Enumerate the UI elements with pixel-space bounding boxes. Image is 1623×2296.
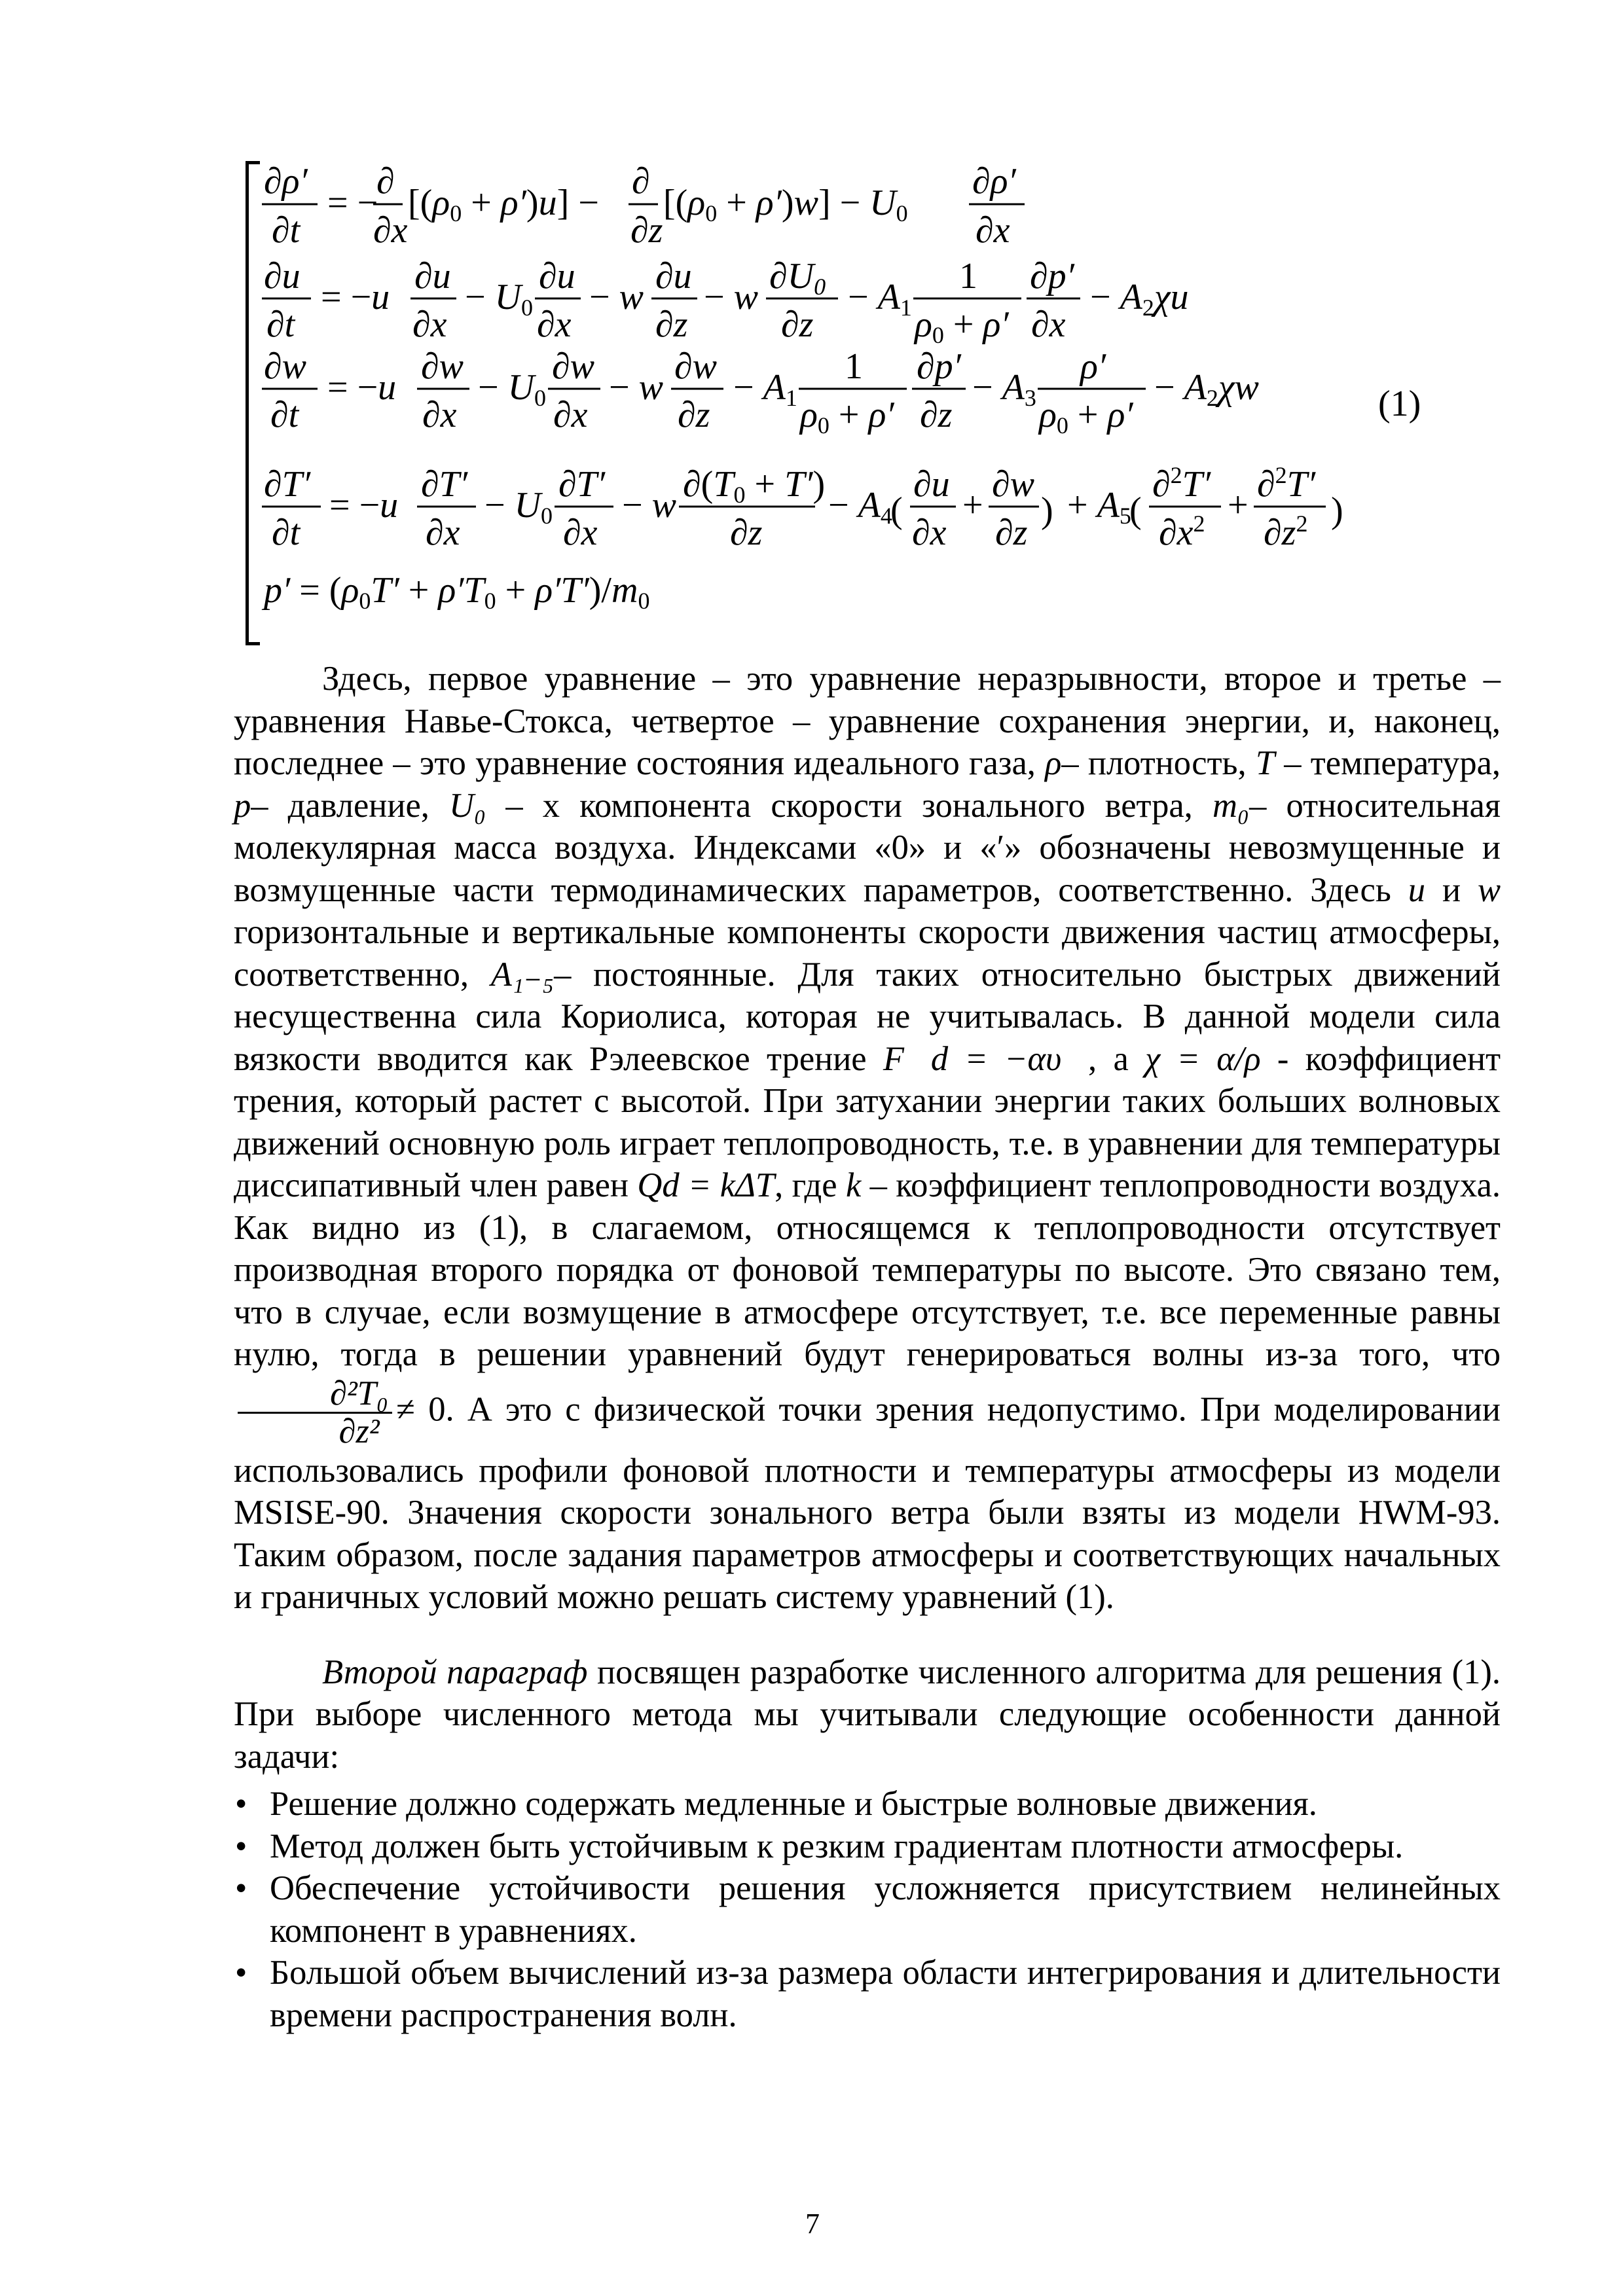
list-item: • Решение должно содержать медленные и быстрые волновые движения. [234,1783,1501,1825]
svg-text:(: ( [1129,490,1142,531]
svg-text:∂ρ′: ∂ρ′ [972,161,1016,202]
svg-text:∂x: ∂x [537,304,572,345]
equation-momentum-u [262,256,1188,348]
svg-text:∂T′: ∂T′ [264,464,311,505]
svg-text:∂u: ∂u [539,256,575,296]
svg-text:1: 1 [845,346,863,387]
svg-text:∂z: ∂z [655,304,688,345]
list-item: • Метод должен быть устойчивым к резким градиентам плотности атмосферы. [234,1825,1501,1868]
svg-text:∂x: ∂x [1031,304,1066,345]
svg-text:∂z2: $\partial z^2$ [1264,511,1308,553]
svg-text:− A1: − A1 [848,277,912,321]
svg-text:∂w: ∂w [264,346,307,387]
svg-text:∂t: ∂t [272,210,301,251]
paragraph-model-description: Здесь, первое уравнение – это уравнение неразрывности, второе и третье – уравнения Навье-Стокса, четвертое – уравнение сохранения энергии, и, наконец, последнее – это уравнение состояния идеального газа, ρ– плотность, T – температура, p– давление, U₀ – x компонента скорости зонального ветра, m₀– относительная молекулярная масса воздуха. Индексами «0» и «′» обозначены невозмущенные и возмущенные части термодинамических параметров, соответственно. Здесь u и w горизонтальные и вертикальные компоненты скорости движения частиц атмосферы, соответственно, A₁₋₅– постоянные. Для таких относительно быстрых движений несущественна сила Кориолиса, которая не учитывалась. В данной модели сила вязкости вводится как Рэлеевское трение F⃗d = −αυ⃗, а χ = α/ρ - коэффициент трения, который растет с высотой. При затухании энергии таких больших волновых движений основную роль играет теплопроводность, т.е. в уравнении для температуры диссипативный член равен Qd = kΔT, где k – коэффициент теплопроводности воздуха. Как видно из (1), в слагаемом, относящемся к теплопроводности отсутствует производная второго порядка от фоновой температуры по высоте. Это связано тем, что в случае, если возмущение в атмосфере отсутствует, т.е. все переменные равны нулю, тогда в решении уравнений будут генерироваться волны из-за того, что $\frac{\text{∂²T₀}}{\text{∂z²}}$ ≠ 0. А это с физической точки зрения недопустимо. При моделировании использовались профили фоновой плотности и температуры атмосферы из модели MSISE-90. Значения скорости зонального ветра были взяты из модели HWM-93. Таким образом, после задания параметров атмосферы и соответствующих начальных и граничных условий можно решать систему уравнений (1). [234,660,1501,1617]
svg-text:ρ0 + ρ′: ρ0 + ρ′ [915,304,1009,348]
svg-text:1: 1 [959,256,977,296]
svg-text:∂w: ∂w [674,346,718,387]
equation-energy [262,462,1343,553]
svg-text:∂U0: ∂U0 [769,256,826,300]
svg-text:∂w: ∂w [421,346,464,387]
svg-text:∂z: ∂z [781,304,814,345]
svg-text:− A2χw: − A2χw [1154,367,1259,411]
svg-text:+ A5: + A5 [1067,485,1131,529]
svg-text:): ) [1041,490,1053,531]
paragraph-second-section: Второй параграф посвящен разработке численного алгоритма для решения (1). При выборе численного метода мы учитывали следующие особенности данной задачи: [234,1653,1501,1776]
svg-text:[(ρ0 + ρ′)w] − U0: [(ρ0 + ρ′)w] − U0 [663,183,908,226]
svg-text:∂z: ∂z [678,395,710,435]
svg-text:− U0: − U0 [484,485,553,529]
svg-text:∂x: ∂x [426,512,460,553]
svg-text:∂2T′: ∂$^2$T′ [1257,462,1316,505]
svg-text:ρ′: ρ′ [1080,346,1106,387]
equation-continuity [262,161,1025,251]
svg-text:∂: ∂ [376,161,395,202]
svg-text:∂T′: ∂T′ [421,464,468,505]
svg-text:∂w: ∂w [992,464,1035,505]
svg-text:): ) [1331,490,1343,531]
svg-text:(: ( [890,490,903,531]
equation-state [261,570,649,614]
svg-text:∂(T0 + T′): ∂(T0 + T′) [683,464,826,508]
svg-text:+: + [1228,485,1249,526]
list-item: • Обеспечение устойчивости решения усложняется присутствием нелинейных компонент в уравнениях. [234,1867,1501,1952]
svg-text:p′ = (ρ0T′ + ρ′T0 + ρ′T′)/m0: p′ = (ρ0T′ + ρ′T0 + ρ′T′)/m0 [264,570,650,614]
svg-text:= −u: = −u [329,485,399,526]
svg-text:∂x: ∂x [422,395,457,435]
svg-text:− A1: − A1 [733,367,797,411]
svg-text:= −u: = −u [321,277,390,317]
svg-text:∂p′: ∂p′ [917,346,961,387]
svg-text:∂u: ∂u [913,464,950,505]
svg-text:− A2χu: − A2χu [1090,277,1189,321]
svg-text:∂T′: ∂T′ [558,464,606,505]
svg-text:∂: ∂ [632,161,650,202]
svg-text:∂t: ∂t [272,512,301,553]
svg-text:ρ0 + ρ′: ρ0 + ρ′ [800,395,894,439]
svg-text:∂x: ∂x [976,210,1010,251]
svg-text:ρ0 + ρ′: ρ0 + ρ′ [1039,395,1133,439]
svg-text:− w: − w [704,277,758,317]
svg-text:[(ρ0 + ρ′)u] −: [(ρ0 + ρ′)u] − [408,183,599,226]
svg-text:− A3: − A3 [972,367,1036,411]
svg-text:− w: − w [589,277,644,317]
svg-text:∂2T′: ∂$^2$T′ [1152,462,1211,505]
svg-text:∂x: ∂x [553,395,588,435]
svg-text:∂w: ∂w [552,346,595,387]
svg-text:= −: = − [327,183,378,223]
svg-text:∂z: ∂z [920,395,953,435]
body-text [234,658,1501,2036]
svg-text:∂u: ∂u [655,256,692,296]
svg-text:∂t: ∂t [270,395,299,435]
svg-text:∂ρ′: ∂ρ′ [264,161,308,202]
list-item: • Большой объем вычислений из-за размера области интегрирования и длительности времени распространения волн. [234,1952,1501,2036]
svg-text:∂z: ∂z [995,512,1028,553]
equation-momentum-w [262,346,1259,439]
svg-text:∂x2: $\partial x^2$ [1159,511,1205,553]
svg-text:∂x: ∂x [412,304,447,345]
svg-text:− w: − w [609,367,663,408]
page-number: 7 [805,2208,820,2240]
svg-text:∂u: ∂u [414,256,451,296]
svg-text:= −u: = −u [327,367,397,408]
svg-text:∂u: ∂u [264,256,301,296]
svg-text:∂p′: ∂p′ [1030,256,1074,296]
equations-graphic [246,151,1529,655]
svg-text:− w: − w [622,485,676,526]
svg-text:∂z: ∂z [630,210,663,251]
svg-text:− U0: − U0 [465,277,534,321]
second-derivative-fraction: $\frac{\text{∂²T₀}}{\text{∂z²}}$ [238,1376,392,1450]
svg-text:∂z: ∂z [730,512,763,553]
svg-text:∂x: ∂x [373,210,408,251]
requirements-list [234,1783,1501,2036]
equation-number: (1) [1378,384,1421,424]
svg-text:∂x: ∂x [912,512,947,553]
equation-system [246,151,1529,655]
svg-text:− U0: − U0 [478,367,547,411]
svg-text:∂t: ∂t [266,304,295,345]
svg-text:+: + [962,485,983,526]
svg-text:− A4: − A4 [828,485,892,529]
svg-text:∂x: ∂x [563,512,598,553]
